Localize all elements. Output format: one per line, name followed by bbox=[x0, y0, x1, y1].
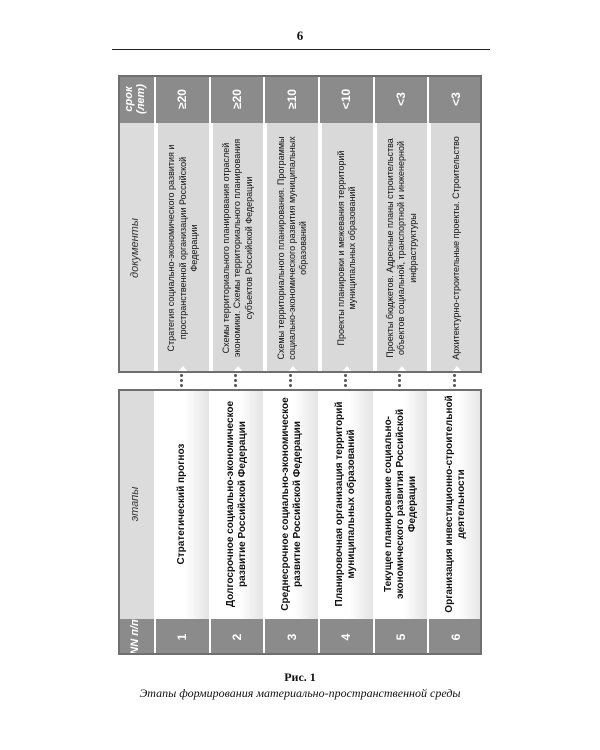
row-connector bbox=[427, 373, 482, 389]
documents-cell: Стратегия социально-экономического развития и пространственной организации Российской Федерации bbox=[154, 123, 209, 373]
header-gap bbox=[118, 373, 154, 389]
stage-cell: Долгосрочное социально-экономическое развитие Российской Федерации bbox=[209, 389, 264, 619]
term-cell: ≥20 bbox=[154, 75, 209, 123]
term-cell: <3 bbox=[373, 75, 428, 123]
row-connector bbox=[318, 373, 373, 389]
stage-cell: Текущее планирование социально-экономического развития Российской Федерации bbox=[373, 389, 428, 619]
row-connector bbox=[373, 373, 428, 389]
stage-cell: Стратегический прогноз bbox=[154, 389, 209, 619]
term-cell: ≥20 bbox=[209, 75, 264, 123]
documents-cell: Проекты планировки и межевания территорий муниципальных образований bbox=[318, 123, 373, 373]
documents-cell: Проекты бюджетов. Адресные планы строительства объектов социальной, транспортной и инженерной инфраструктуры bbox=[373, 123, 428, 373]
page-number: 6 bbox=[296, 28, 304, 43]
header-num: NN п/п bbox=[118, 619, 154, 655]
figure-stages-table bbox=[118, 75, 482, 655]
row-number: 3 bbox=[263, 619, 318, 655]
stage-cell: Планировочная организация территорий муниципальных образований bbox=[318, 389, 373, 619]
term-cell: <3 bbox=[427, 75, 482, 123]
header-stages: этапы bbox=[118, 389, 154, 619]
figure-caption-text: Этапы формирования материально-пространственной среды bbox=[139, 686, 461, 700]
table-grid bbox=[118, 75, 482, 655]
documents-cell: Схемы территориального планирования. Программы социально-экономического развития муниципальных образований bbox=[263, 123, 318, 373]
rotated-table bbox=[118, 75, 482, 655]
term-cell: ≥10 bbox=[263, 75, 318, 123]
figure-caption-title: Рис. 1 bbox=[284, 670, 316, 684]
row-number: 5 bbox=[373, 619, 428, 655]
row-connector bbox=[209, 373, 264, 389]
row-connector bbox=[154, 373, 209, 389]
row-number: 6 bbox=[427, 619, 482, 655]
term-cell: <10 bbox=[318, 75, 373, 123]
row-connector bbox=[263, 373, 318, 389]
header-term: срок (лет) bbox=[118, 75, 154, 123]
stage-cell: Среднесрочное социально-экономическое развитие Российской Федерации bbox=[263, 389, 318, 619]
documents-cell: Архитектурно-строительные проекты. Строительство bbox=[427, 123, 482, 373]
stage-cell: Организация инвестиционно-строительной деятельности bbox=[427, 389, 482, 619]
documents-cell: Схемы территориального планирования отраслей экономики. Схемы территориального планирования субъектов Российской Федерации bbox=[209, 123, 264, 373]
row-number: 2 bbox=[209, 619, 264, 655]
row-number: 1 bbox=[154, 619, 209, 655]
header-documents: документы bbox=[118, 123, 154, 373]
header-rule bbox=[112, 49, 490, 50]
row-number: 4 bbox=[318, 619, 373, 655]
